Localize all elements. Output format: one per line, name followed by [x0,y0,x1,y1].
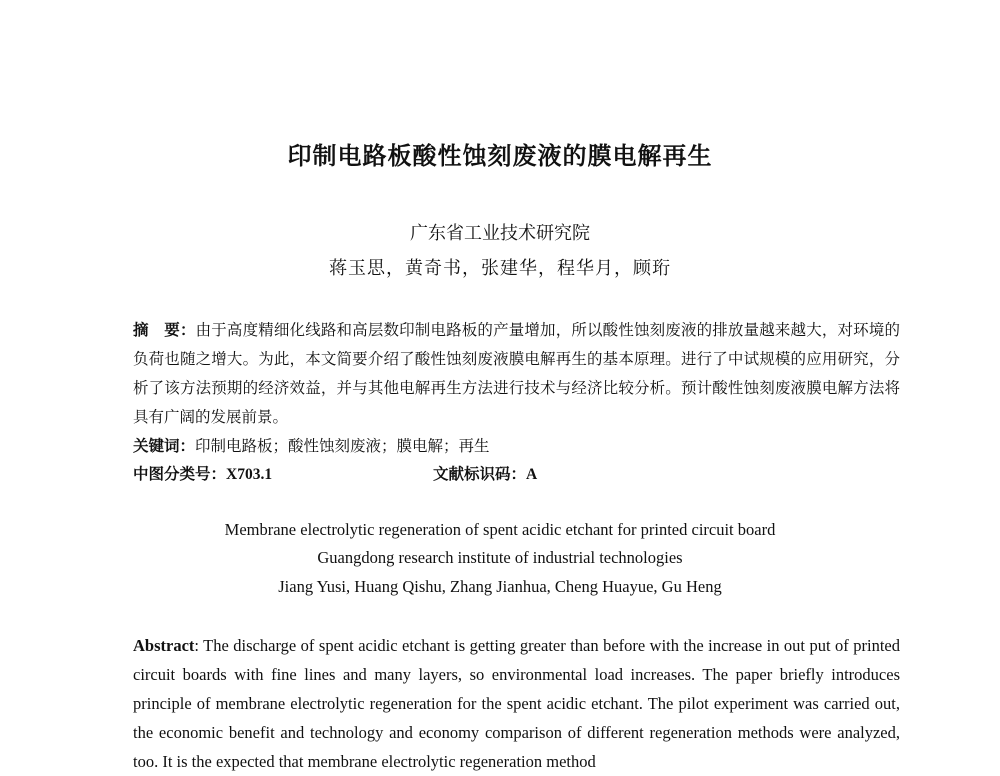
classification-line [133,462,900,484]
abstract-en [133,631,900,776]
institute-cn: 广东省工业技术研究院 [410,223,590,244]
paper-title-en: Membrane electrolytic regeneration of spent acidic etchant for printed circuit board [224,520,776,539]
abstract-en-label: Abstract [133,636,195,655]
abstract-en-text: : The discharge of spent acidic etchant is getting greater than before with the increase in out put of printed circuit boards with fine lines and many layers, so environmental load increases. The paper briefly introduces principle of membrane electrolytic regeneration for the spent acidic etchant. The pilot experiment was carried out, the economic benefit and technology and economy comparison of different regeneration methods were analyzed, too. It is the expected that membrane electrolytic regeneration method [133,636,900,771]
institute-en: Guangdong research institute of industrial technologies [317,548,683,567]
doc-code-label: 文献标识码： [433,465,527,483]
authors-en: Jiang Yusi, Huang Qishu, Zhang Jianhua, Cheng Huayue, Gu Heng [278,577,722,596]
classification-label: 中图分类号： [133,465,227,483]
classification-value: X703.1 [226,466,273,483]
abstract-cn-label: 摘 要： [133,321,196,339]
doc-code [433,462,537,484]
keywords-cn [133,434,490,456]
authors-cn: 蒋玉思，黄奇书，张建华，程华月，顾珩 [329,258,671,279]
abstract-cn [133,316,900,432]
paper-title-cn: 印制电路板酸性蚀刻废液的膜电解再生 [287,142,713,170]
keywords-cn-label: 关键词： [133,437,196,455]
abstract-cn-text: 由于高度精细化线路和高层数印制电路板的产量增加，所以酸性蚀刻废液的排放量越来越大，对环境的负荷也随之增大。为此，本文简要介绍了酸性蚀刻废液膜电解再生的基本原理。进行了中试规模的应用研究，分析了该方法预期的经济效益，并与其他电解再生方法进行技术与经济比较分析。预计酸性蚀刻废液膜电解方法将具有广阔的发展前景。 [133,321,900,426]
doc-code-value: A [526,466,538,483]
keywords-cn-text: 印制电路板；酸性蚀刻废液；膜电解；再生 [195,437,490,455]
